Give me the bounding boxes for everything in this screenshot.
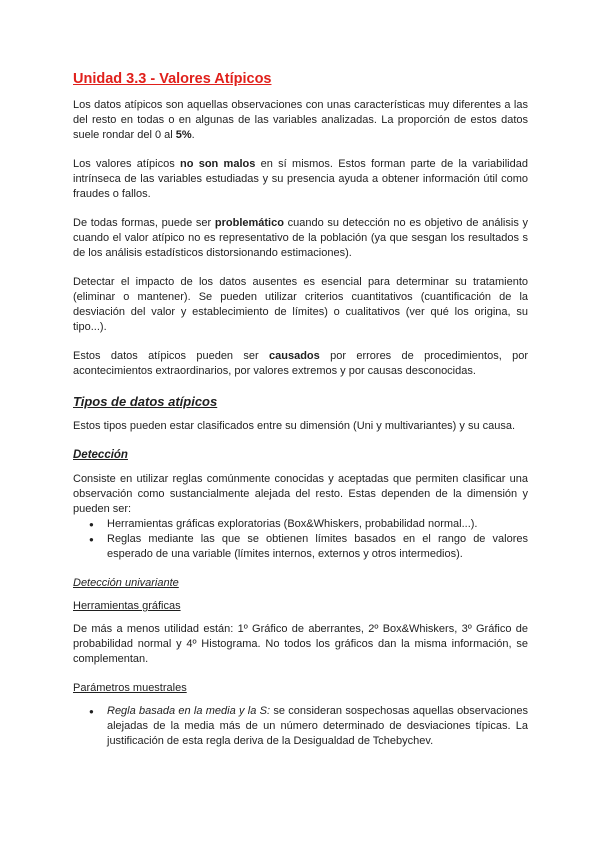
- heading-univariante: Detección univariante: [73, 577, 179, 589]
- bold-text: no son malos: [179, 158, 256, 170]
- heading-parametros: Parámetros muestrales: [73, 682, 187, 694]
- paragraph-detection: Consiste en utilizar reglas comúnmente conocidas y aceptadas que permiten clasificar una observación como sustancialmente alejada del resto. Estas dependen de la dimensión y pueden ser:: [73, 473, 528, 515]
- paragraph-problematic: [73, 216, 528, 261]
- text-run: De todas formas, puede ser: [73, 217, 215, 229]
- text-run: cuando su detección no es objetivo de análisis y cuando el valor atípico no es representativo de la población (ya que sesgan los resultados s de los análisis estadísticos distorsionando estimaciones).: [73, 217, 528, 259]
- paragraph-graphics: De más a menos utilidad están: 1º Gráfico de aberrantes, 2º Box&Whiskers, 3º Gráfico de probabilidad normal y 4º Histograma. No todos los gráficos dan la misma información, se complementan.: [73, 623, 528, 665]
- heading-tipos: Tipos de datos atípicos: [73, 394, 218, 409]
- list-item: ● Reglas mediante las que se obtienen límites basados en el rango de valores esperado de una variable (límites internos, externos y otros intermedios).: [107, 532, 528, 562]
- bold-text: problemático: [214, 217, 284, 229]
- detection-list: [73, 517, 528, 562]
- text-run: en sí mismos. Estos forman parte de la variabilidad intrínseca de las variables estudiadas y su presencia ayuda a obtener información útil como fraudes o fallos.: [73, 158, 528, 200]
- text-run: se consideran sospechosas aquellas observaciones alejadas de la media más de un número determinado de desviaciones típicas. La justificación de esta regla deriva de la Desigualdad de Tchebychev.: [107, 705, 528, 747]
- page-title: Unidad 3.3 - Valores Atípicos: [73, 71, 272, 87]
- paragraph-types: Estos tipos pueden estar clasificados entre su dimensión (Uni y multivariantes) y su causa.: [73, 420, 516, 432]
- paragraph-not-bad: [73, 157, 528, 202]
- list-item: ● Herramientas gráficas exploratorias (Box&Whiskers, probabilidad normal...).: [107, 517, 528, 532]
- paragraph-impact: Detectar el impacto de los datos ausentes es esencial para determinar su tratamiento (eliminar o mantener). Se pueden utilizar criterios cuantitativos (cuantificación de la desviación del valor y establecimiento de límites) o cualitativos (ver qué los origina, su tipo...).: [73, 276, 528, 333]
- text-run: .: [191, 129, 195, 141]
- list-item: [107, 704, 528, 749]
- heading-herramientas: Herramientas gráficas: [73, 600, 181, 612]
- text-run: Los valores atípicos: [73, 158, 180, 170]
- parameters-list: [73, 704, 528, 749]
- text-run: Los datos atípicos son aquellas observaciones con unas características muy diferentes a las del resto en todas o en algunas de las variables analizadas. La proporción de estos datos suele rondar del 0 al: [73, 99, 528, 141]
- bold-text: 5%: [175, 129, 192, 141]
- bold-text: causados: [269, 350, 320, 362]
- text-run: Estos datos atípicos pueden ser: [73, 350, 270, 362]
- paragraph-definition: [73, 98, 528, 143]
- italic-text: Regla basada en la media y la S:: [107, 705, 271, 717]
- text-run: por errores de procedimientos, por acontecimientos extraordinarios, por valores extremos y por causas desconocidas.: [73, 350, 528, 377]
- heading-deteccion: Detección: [73, 449, 128, 461]
- paragraph-causes: [73, 349, 528, 379]
